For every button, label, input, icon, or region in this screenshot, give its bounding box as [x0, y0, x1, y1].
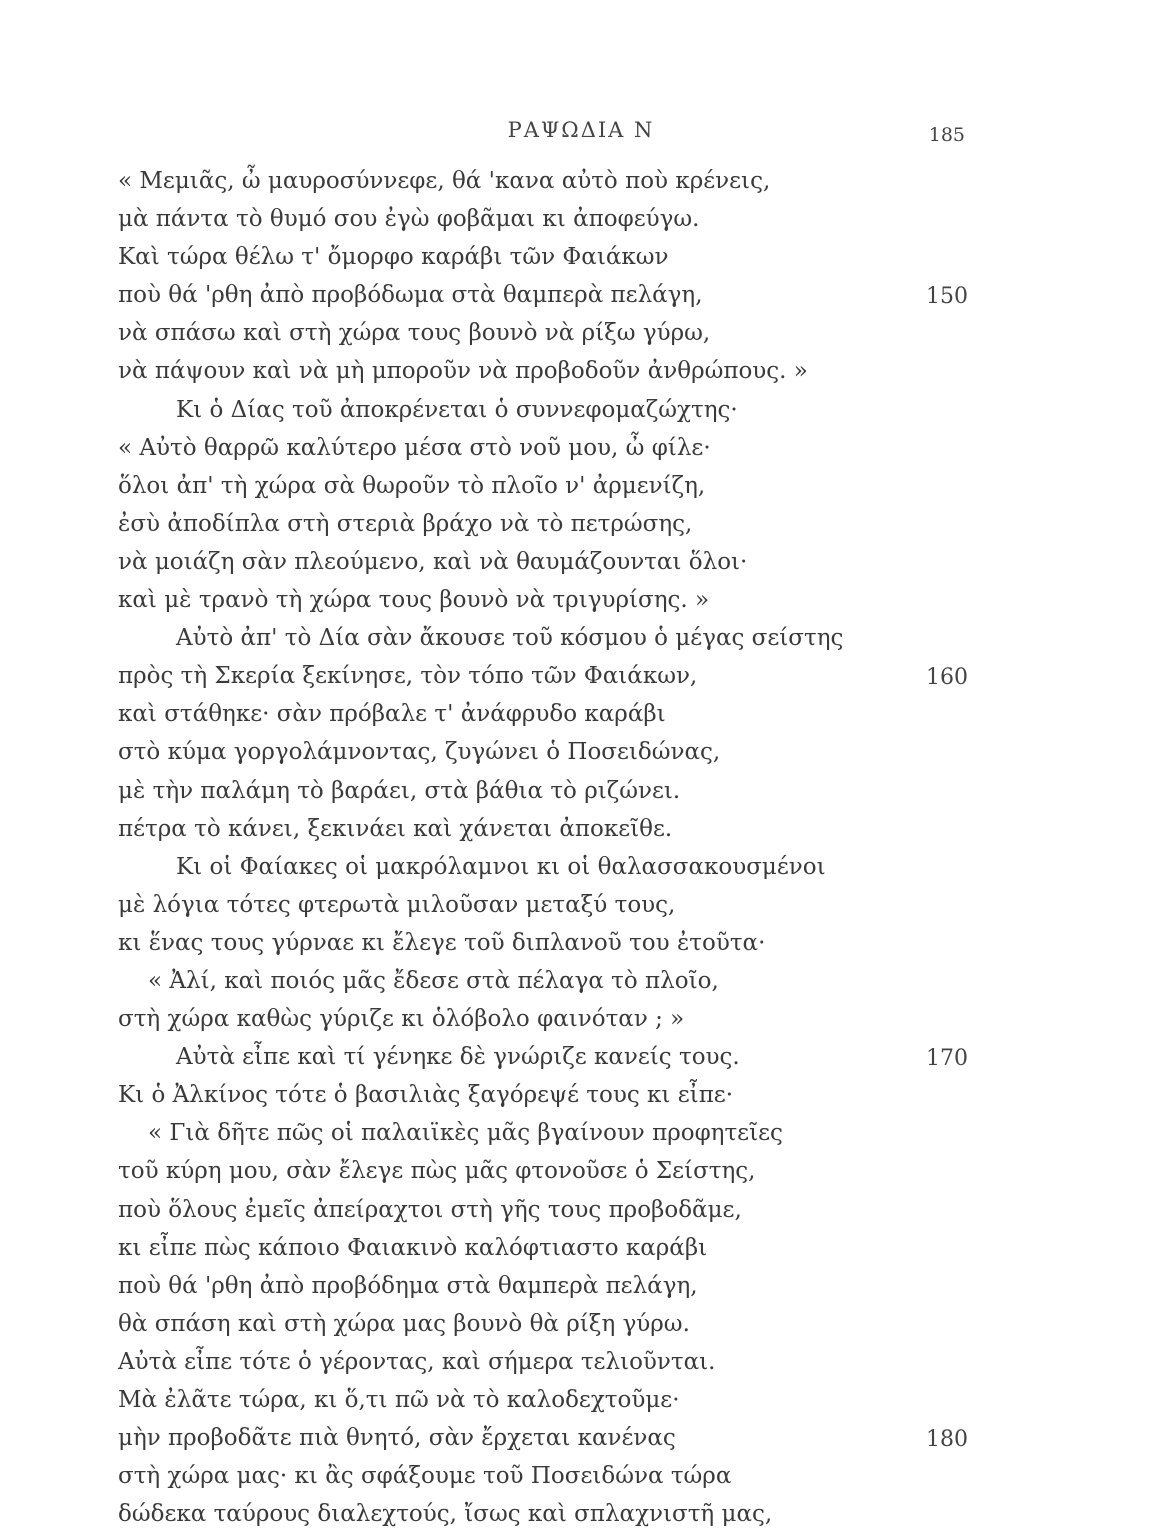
- line-number: 180: [926, 1427, 968, 1453]
- verse-text: νὰ πάψουν καὶ νὰ μὴ μποροῦν νὰ προβοδοῦν ἀνθρώπους. »: [118, 358, 808, 385]
- verse-line: [118, 505, 968, 543]
- verse-line: [118, 314, 968, 352]
- verse-text: Κι ὁ Δίας τοῦ ἀποκρένεται ὁ συννεφομαζώχτης·: [176, 396, 738, 423]
- verse-line: [118, 657, 968, 695]
- verse-text: κι εἶπε πὼς κάποιο Φαιακινὸ καλόφτιαστο καράβι: [118, 1234, 708, 1261]
- verse-line: [118, 1495, 968, 1533]
- verse-line: [118, 1343, 968, 1381]
- verse-text: ἐσὺ ἀποδίπλα στὴ στεριὰ βράχο νὰ τὸ πετρώσης,: [118, 510, 693, 537]
- line-number: 160: [926, 665, 968, 691]
- verse-line: [118, 1305, 968, 1343]
- line-number: 150: [926, 284, 968, 310]
- verse-line: [118, 352, 968, 390]
- page-number: 185: [928, 124, 965, 146]
- verse-text: μὴν προβοδᾶτε πιὰ θνητό, σὰν ἔρχεται κανένας: [118, 1425, 676, 1452]
- verse-text: πέτρα τὸ κάνει, ξεκινάει καὶ χάνεται ἀποκεῖθε.: [118, 815, 673, 842]
- verse-text: μὲ λόγια τότες φτερωτὰ μιλοῦσαν μεταξύ τους,: [118, 891, 676, 918]
- verse-text: « Γιὰ δῆτε πῶς οἱ παλαιϊκὲς μᾶς βγαίνουν προφητεῖες: [148, 1120, 783, 1147]
- verse-line: [118, 924, 968, 962]
- verse-line: [118, 429, 968, 467]
- verse-line: [118, 695, 968, 733]
- verse-text: καὶ μὲ τρανὸ τὴ χώρα τους βουνὸ νὰ τριγυρίσης. »: [118, 587, 710, 614]
- verse-line: [118, 1381, 968, 1419]
- verse-text: ὅλοι ἀπ' τὴ χώρα σὰ θωροῦν τὸ πλοῖο ν' ἀρμενίζη,: [118, 472, 706, 499]
- verse-text: « Αὐτὸ θαρρῶ καλύτερο μέσα στὸ νοῦ μου, ὦ φίλε·: [118, 434, 711, 461]
- verse-line: [118, 810, 968, 848]
- verse-line: [118, 848, 968, 886]
- verse-text: ποὺ θά 'ρθη ἀπὸ προβόδημα στὰ θαμπερὰ πελάγη,: [118, 1272, 698, 1299]
- verse-text: πρὸς τὴ Σκερία ξεκίνησε, τὸν τόπο τῶν Φαιάκων,: [118, 663, 698, 690]
- verse-line: [118, 962, 968, 1000]
- verse-text: θὰ σπάση καὶ στὴ χώρα μας βουνὸ θὰ ρίξη γύρω.: [118, 1310, 690, 1337]
- verse-list: [118, 162, 968, 1533]
- verse-line: [118, 1419, 968, 1457]
- verse-text: ποὺ θά 'ρθη ἀπὸ προβόδωμα στὰ θαμπερὰ πελάγη,: [118, 282, 703, 309]
- verse-text: στὴ χώρα μας· κι ἂς σφάξουμε τοῦ Ποσειδώνα τώρα: [118, 1463, 732, 1490]
- verse-text: νὰ μοιάζη σὰν πλεούμενο, καὶ νὰ θαυμάζουνται ὅλοι·: [118, 548, 748, 575]
- verse-line: [118, 733, 968, 771]
- verse-text: « Μεμιᾶς, ὦ μαυροσύννεφε, θά 'κανα αὐτὸ ποὺ κρένεις,: [118, 168, 771, 194]
- verse-text: δώδεκα ταύρους διαλεχτούς, ἴσως καὶ σπλαχνιστῆ μας,: [118, 1501, 773, 1528]
- verse-text: νὰ σπάσω καὶ στὴ χώρα τους βουνὸ νὰ ρίξω γύρω,: [118, 320, 711, 347]
- verse-text: καὶ στάθηκε· σὰν πρόβαλε τ' ἀνάφρυδο καράβι: [118, 701, 666, 728]
- verse-line: [118, 543, 968, 581]
- verse-line: [118, 238, 968, 276]
- verse-line: [118, 391, 968, 429]
- verse-line: [118, 1191, 968, 1229]
- verse-line: [118, 1076, 968, 1114]
- verse-text: μὰ πάντα τὸ θυμό σου ἐγὼ φοβᾶμαι κι ἀποφεύγω.: [118, 206, 700, 233]
- verse-line: [118, 619, 968, 657]
- verse-text: τοῦ κύρη μου, σὰν ἔλεγε πὼς μᾶς φτονοῦσε ὁ Σείστης,: [118, 1158, 756, 1185]
- verse-line: [118, 162, 968, 200]
- verse-text: Αὐτὰ εἶπε τότε ὁ γέροντας, καὶ σήμερα τελιοῦνται.: [118, 1348, 716, 1375]
- page-title: ΡΑΨΩΔΙΑ Ν: [507, 118, 655, 142]
- verse-text: Μὰ ἐλᾶτε τώρα, κι ὅ,τι πῶ νὰ τὸ καλοδεχτοῦμε·: [118, 1387, 680, 1413]
- verse-line: [118, 1038, 968, 1076]
- line-number: 170: [926, 1046, 968, 1072]
- verse-line: [118, 1457, 968, 1495]
- verse-line: [118, 1114, 968, 1152]
- verse-line: [118, 1000, 968, 1038]
- verse-line: [118, 581, 968, 619]
- verse-line: [118, 886, 968, 924]
- verse-text: Αὐτὰ εἶπε καὶ τί γένηκε δὲ γνώριζε κανείς τους.: [176, 1044, 740, 1071]
- verse-line: [118, 200, 968, 238]
- verse-text: Αὐτὸ ἀπ' τὸ Δία σὰν ἄκουσε τοῦ κόσμου ὁ μέγας σείστης: [176, 625, 844, 652]
- verse-line: [118, 772, 968, 810]
- verse-line: [118, 1267, 968, 1305]
- verse-text: στὴ χώρα καθὼς γύριζε κι ὁλόβολο φαινόταν ; »: [118, 1006, 685, 1033]
- verse-line: [118, 276, 968, 314]
- verse-text: στὸ κύμα γοργολάμνοντας, ζυγώνει ὁ Ποσειδώνας,: [118, 739, 721, 766]
- verse-text: « Ἀλί, καὶ ποιός μᾶς ἔδεσε στὰ πέλαγα τὸ πλοῖο,: [148, 967, 719, 994]
- verse-text: Κι ὁ Ἀλκίνος τότε ὁ βασιλιὰς ξαγόρεψέ τους κι εἶπε·: [118, 1082, 734, 1109]
- verse-text: Καὶ τώρα θέλω τ' ὄμορφο καράβι τῶν Φαιάκων: [118, 244, 669, 271]
- verse-text: ποὺ ὅλους ἐμεῖς ἀπείραχτοι στὴ γῆς τους προβοδᾶμε,: [118, 1196, 742, 1223]
- verse-line: [118, 1229, 968, 1267]
- verse-text: μὲ τὴν παλάμη τὸ βαράει, στὰ βάθια τὸ ριζώνει.: [118, 777, 681, 804]
- verse-line: [118, 467, 968, 505]
- verse-text: κι ἕνας τους γύρναε κι ἔλεγε τοῦ διπλανοῦ του ἐτοῦτα·: [118, 929, 766, 956]
- verse-text: Κι οἱ Φαίακες οἱ μακρόλαμνοι κι οἱ θαλασσακουσμένοι: [176, 853, 826, 880]
- verse-line: [118, 1152, 968, 1190]
